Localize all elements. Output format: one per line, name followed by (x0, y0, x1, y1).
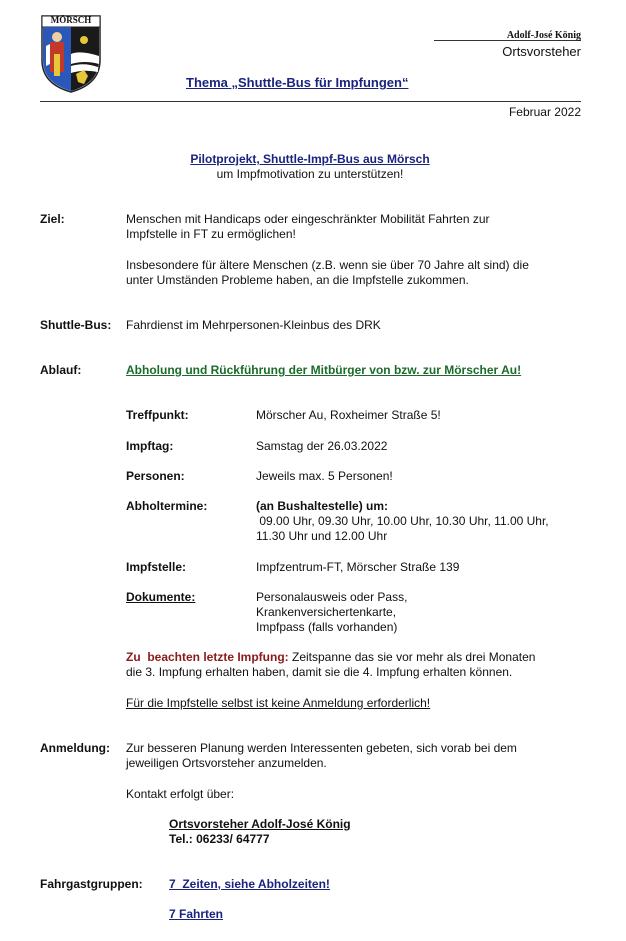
beachten-text: die 3. Impfung erhalten haben, damit sie die 4. Impfung erhalten können. (126, 665, 513, 679)
impfstelle-label: Impfstelle: (126, 560, 187, 574)
anmeldung-note: Für die Impfstelle selbst ist keine Anmeldung erforderlich! (126, 696, 431, 710)
shuttle-text: Fahrdienst im Mehrpersonen-Kleinbus des DRK (126, 318, 381, 332)
beachten-label: Zu beachten letzte Impfung: (126, 650, 289, 664)
fahrgast-fahrten: 7 Fahrten (169, 907, 224, 921)
fahrgast-label: Fahrgastgruppen: (40, 877, 143, 891)
personen-value: Jeweils max. 5 Personen! (256, 469, 393, 483)
personen-label: Personen: (126, 469, 185, 483)
crest-label: MÖRSCH (50, 15, 92, 25)
kontakt-text: Kontakt erfolgt über: (126, 787, 235, 801)
beachten-line (126, 650, 535, 664)
intro-title: Pilotprojekt, Shuttle-Impf-Bus aus Mörsch (190, 152, 430, 166)
ablauf-label: Ablauf: (40, 363, 82, 377)
impftag-value: Samstag der 26.03.2022 (256, 439, 388, 453)
ziel-text-line: Insbesondere für ältere Menschen (z.B. wenn sie über 70 Jahre alt sind) die (126, 258, 529, 272)
moersch-crest-logo (40, 14, 102, 94)
ziel-text-line: Menschen mit Handicaps oder eingeschränkter Mobilität Fahrten zur (126, 212, 490, 226)
contact-name: Ortsvorsteher Adolf-José König (169, 817, 351, 831)
dokumente-item: Impfpass (falls vorhanden) (256, 620, 398, 634)
ziel-text-line: unter Umständen Probleme haben, an die Impfstelle zukommen. (126, 273, 469, 287)
dokumente-item: Krankenversichertenkarte, (256, 605, 397, 619)
ziel-text-line: Impfstelle in FT zu ermöglichen! (126, 227, 296, 241)
anmeldung-text: Zur besseren Planung werden Interessenten gebeten, sich vorab bei dem (126, 741, 517, 755)
shuttle-label: Shuttle-Bus: (40, 318, 112, 332)
impftag-label: Impftag: (126, 439, 174, 453)
dokumente-item: Personalausweis oder Pass, (256, 590, 408, 604)
abholtermine-times: 11.30 Uhr und 12.00 Uhr (256, 529, 388, 543)
treffpunkt-label: Treffpunkt: (126, 408, 189, 422)
intro-subtitle: um Impfmotivation zu unterstützen! (216, 167, 404, 181)
header-divider (40, 101, 581, 102)
dokumente-label: Dokumente: (126, 590, 196, 604)
ziel-label: Ziel: (40, 212, 65, 226)
fahrgast-zeiten: 7 Zeiten, siehe Abholzeiten! (169, 877, 330, 891)
author-role: Ortsvorsteher (502, 44, 581, 59)
treffpunkt-value: Mörscher Au, Roxheimer Straße 5! (256, 408, 441, 422)
author-name: Adolf-José König (506, 30, 581, 41)
anmeldung-label: Anmeldung: (40, 741, 110, 755)
abholtermine-head: (an Bushaltestelle) um: (256, 499, 389, 513)
document-topic: Thema „Shuttle-Bus für Impfungen“ (186, 75, 409, 90)
abholtermine-label: Abholtermine: (126, 499, 208, 513)
ablauf-headline: Abholung und Rückführung der Mitbürger von bzw. zur Mörscher Au! (126, 363, 522, 377)
abholtermine-times: 09.00 Uhr, 09.30 Uhr, 10.00 Uhr, 10.30 Uhr, 11.00 Uhr, (256, 514, 549, 528)
contact-phone: Tel.: 06233/ 64777 (169, 832, 270, 846)
anmeldung-text: jeweiligen Ortsvorsteher anzumelden. (126, 756, 327, 770)
impfstelle-value: Impfzentrum-FT, Mörscher Straße 139 (256, 560, 460, 574)
beachten-text: Zeitspanne das sie vor mehr als drei Monaten (288, 650, 536, 664)
document-date: Februar 2022 (508, 105, 581, 119)
